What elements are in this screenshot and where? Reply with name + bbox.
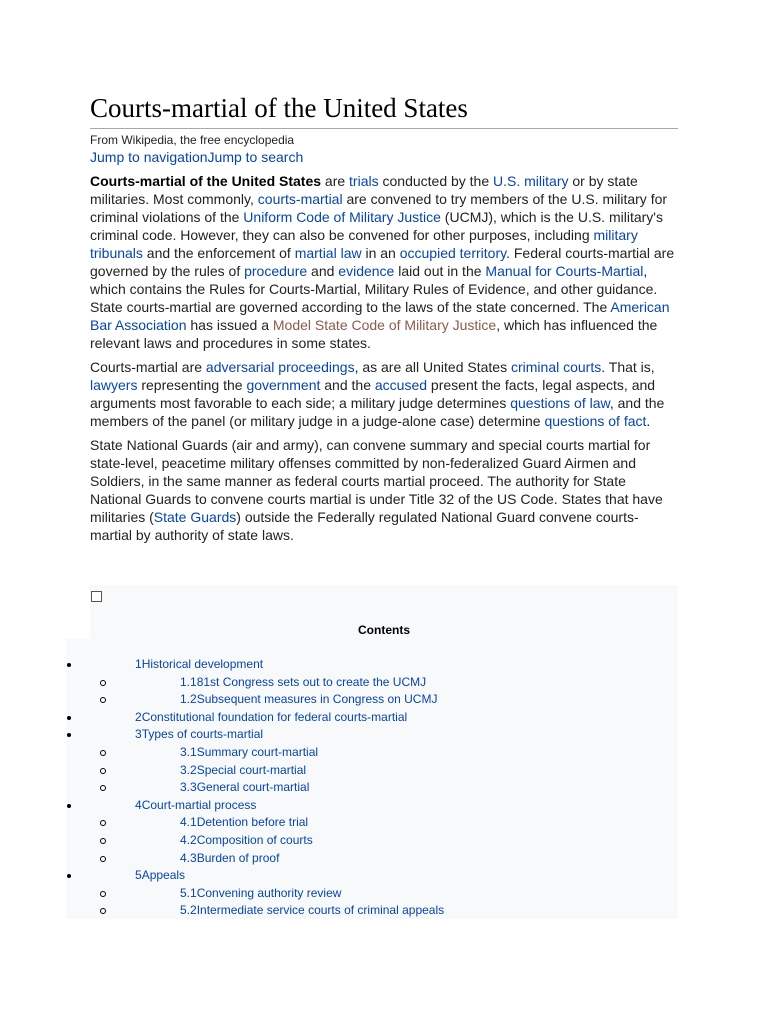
- circle-bullet-icon: [100, 838, 106, 844]
- article-link[interactable]: evidence: [338, 262, 395, 279]
- article-body: [90, 172, 678, 544]
- toc-number: 4.3: [180, 850, 197, 865]
- body-text: Courts-martial are: [90, 358, 206, 375]
- toc-label: 81st Congress sets out to create the UCMJ: [196, 674, 427, 689]
- article-link[interactable]: Uniform Code of Military Justice: [243, 208, 441, 225]
- toc-label: Summary court-martial: [196, 745, 319, 759]
- toc-title: Contents: [358, 623, 410, 637]
- circle-bullet-icon: [100, 768, 106, 774]
- article-link[interactable]: government: [246, 376, 321, 393]
- toc-item: [66, 779, 678, 796]
- toc-number: 4.2: [180, 833, 197, 847]
- toc-item: [66, 726, 678, 743]
- table-of-contents: [66, 585, 678, 919]
- article-link[interactable]: U.S. military: [493, 172, 569, 189]
- toc-item: [66, 709, 678, 726]
- body-text: , which contains the Rules for Courts-Martial, Military Rules of Evidence, and other guidance. State courts-martial are governed according to the laws of the state concerned. The: [90, 262, 658, 315]
- toc-number: 3: [135, 727, 142, 742]
- toc-link[interactable]: [135, 709, 407, 726]
- toc-link[interactable]: [180, 832, 313, 849]
- body-text: .: [646, 412, 651, 429]
- toc-label: Constitutional foundation for federal courts-martial: [141, 709, 408, 724]
- toc-label: Subsequent measures in Congress on UCMJ: [196, 692, 438, 707]
- body-text: . That is,: [601, 358, 655, 375]
- article-subject-bold: Courts-martial of the United States: [90, 172, 322, 189]
- paragraph-3: [90, 436, 678, 544]
- toc-number: 1.1: [180, 674, 197, 689]
- body-text: representing the: [137, 376, 247, 393]
- body-text: State National Guards (air and army), can convene summary and special courts martial for state-level, peacetime military offenses committed by non-federalized Guard Airmen and Soldiers, in the same manner as federal courts martial proceed. The authority for State National Guards to convene courts martial is under Title 32 of the US Code. States that have militaries (: [90, 436, 663, 525]
- article-link[interactable]: American Bar Association: [90, 298, 670, 333]
- article: [90, 93, 678, 550]
- toc-number: 5.2: [180, 903, 197, 918]
- toc-item: [66, 867, 678, 884]
- toc-label: Intermediate service courts of criminal appeals: [196, 903, 445, 918]
- article-link[interactable]: accused: [374, 376, 428, 393]
- article-link[interactable]: martial law: [294, 244, 362, 261]
- body-text: , as are all United States: [354, 358, 511, 375]
- article-link[interactable]: procedure: [244, 262, 308, 279]
- toc-link[interactable]: [180, 762, 306, 779]
- body-text: present the facts, legal aspects, and arguments most favorable to each side; a military judge determines: [90, 376, 656, 411]
- body-text: or by state militaries. Most commonly,: [90, 172, 638, 207]
- toc-item: [66, 691, 678, 708]
- site-tagline: From Wikipedia, the free encyclopedia: [90, 132, 295, 147]
- paragraph-1: [90, 172, 678, 352]
- body-text: and the enforcement of: [142, 244, 295, 261]
- toc-item: [66, 832, 678, 849]
- circle-bullet-icon: [100, 785, 106, 791]
- page-title: Courts-martial of the United States: [90, 93, 678, 129]
- toc-link[interactable]: [135, 867, 185, 884]
- jump-to-navigation-link[interactable]: Jump to navigation: [90, 148, 208, 165]
- toc-link[interactable]: [180, 850, 279, 867]
- article-link[interactable]: criminal courts: [510, 358, 602, 375]
- toc-number: 1.2: [180, 692, 197, 707]
- circle-bullet-icon: [100, 891, 106, 897]
- toc-link[interactable]: [135, 656, 263, 673]
- toc-link[interactable]: [180, 779, 309, 796]
- article-link[interactable]: State Guards: [153, 508, 237, 525]
- toc-link[interactable]: [180, 691, 437, 708]
- paragraph-2: [90, 358, 678, 430]
- toc-number: 4.1: [180, 815, 197, 830]
- circle-bullet-icon: [100, 750, 106, 756]
- article-link[interactable]: questions of law: [510, 394, 610, 411]
- body-text: , which has influenced the relevant laws and procedures in some states.: [90, 316, 658, 351]
- disc-bullet-icon: [67, 874, 71, 878]
- toc-item: [66, 902, 678, 919]
- toc-item: [66, 744, 678, 761]
- toc-link[interactable]: [180, 885, 341, 902]
- body-text: are: [321, 172, 350, 189]
- disc-bullet-icon: [67, 804, 71, 808]
- toc-label: Convening authority review: [196, 885, 342, 900]
- article-link[interactable]: adversarial proceedings: [205, 358, 355, 375]
- jump-to-search-link[interactable]: Jump to search: [207, 148, 304, 165]
- article-link[interactable]: trials: [349, 172, 379, 189]
- jump-links: [90, 148, 678, 166]
- toc-number: 3.1: [180, 745, 197, 759]
- toc-label: Court-martial process: [141, 797, 257, 812]
- circle-bullet-icon: [100, 697, 106, 703]
- toc-number: 5: [135, 868, 142, 883]
- toc-label: Composition of courts: [196, 833, 313, 847]
- article-link[interactable]: military tribunals: [90, 226, 638, 261]
- circle-bullet-icon: [100, 820, 106, 826]
- body-text: has issued a: [186, 316, 273, 333]
- circle-bullet-icon: [100, 908, 106, 914]
- disc-bullet-icon: [67, 733, 71, 737]
- toc-item: [66, 885, 678, 902]
- circle-bullet-icon: [100, 680, 106, 686]
- toc-link[interactable]: [180, 902, 444, 919]
- toc-item: [66, 850, 678, 867]
- toc-label: General court-martial: [196, 780, 310, 795]
- toc-label: Types of courts-martial: [141, 727, 264, 742]
- toc-number: 1: [135, 657, 142, 671]
- body-text: and: [307, 262, 339, 279]
- toc-item: [66, 656, 678, 673]
- body-text: , and the members of the panel (or military judge in a judge-alone case) determine: [90, 394, 665, 429]
- toc-number: 2: [135, 709, 142, 724]
- circle-bullet-icon: [100, 856, 106, 862]
- toc-number: 3.3: [180, 780, 197, 795]
- body-text: . Federal courts-martial are governed by the rules of: [90, 244, 675, 279]
- article-link[interactable]: Manual for Courts-Martial: [485, 262, 644, 279]
- toc-number: 5.1: [180, 885, 197, 900]
- toc-link[interactable]: [180, 814, 308, 831]
- toc-label: Special court-martial: [196, 762, 307, 777]
- article-link[interactable]: questions of fact: [544, 412, 647, 429]
- body-text: and the: [320, 376, 375, 393]
- toc-toggle-checkbox[interactable]: [91, 591, 102, 602]
- toc-label: Detention before trial: [196, 815, 309, 830]
- body-text: conducted by the: [378, 172, 494, 189]
- toc-item: [66, 797, 678, 814]
- article-link[interactable]: lawyers: [90, 376, 138, 393]
- body-text: in an: [361, 244, 400, 261]
- toc-number: 4: [135, 797, 142, 812]
- article-link[interactable]: occupied territory: [399, 244, 507, 261]
- toc-number: 3.2: [180, 762, 197, 777]
- article-link[interactable]: courts-martial: [257, 190, 343, 207]
- disc-bullet-icon: [67, 716, 71, 720]
- toc-link[interactable]: [135, 726, 263, 743]
- toc-label: Historical development: [141, 657, 264, 671]
- article-link[interactable]: Model State Code of Military Justice: [272, 316, 497, 333]
- disc-bullet-icon: [67, 663, 71, 667]
- toc-label: Appeals: [141, 868, 186, 883]
- body-text: laid out in the: [394, 262, 486, 279]
- toc-link[interactable]: [180, 744, 318, 761]
- toc-link[interactable]: [180, 674, 426, 691]
- toc-item: [66, 814, 678, 831]
- body-text: ) outside the Federally regulated National Guard convene courts-martial by authority of state laws.: [90, 508, 639, 543]
- body-text: (UCMJ), which is the U.S. military's criminal code. However, they can also be convened for other purposes, including: [90, 208, 663, 243]
- toc-item: [66, 762, 678, 779]
- toc-item: [66, 674, 678, 691]
- toc-link[interactable]: [135, 797, 256, 814]
- toc-label: Burden of proof: [196, 850, 280, 865]
- body-text: are convened to try members of the U.S. military for criminal violations of the: [90, 190, 668, 225]
